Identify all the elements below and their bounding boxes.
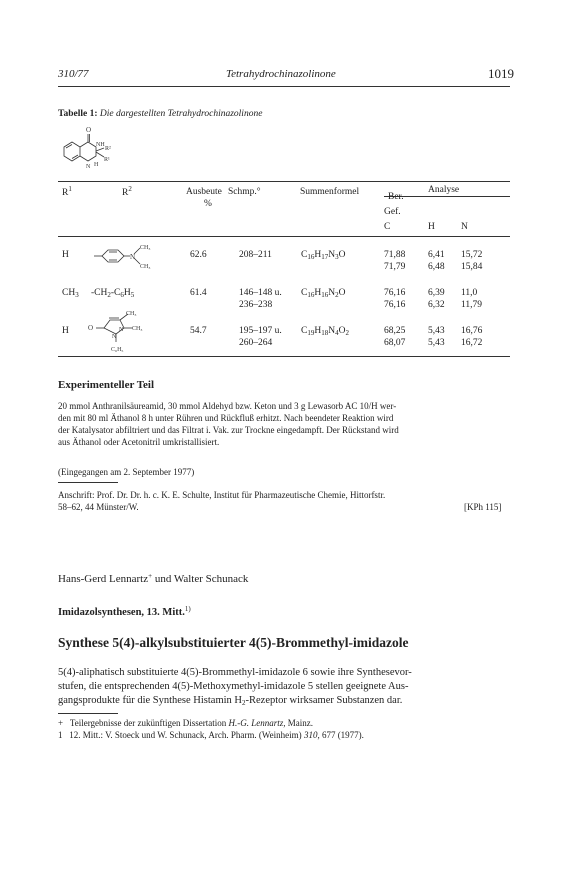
header-rule xyxy=(58,86,510,87)
article-title: Synthese 5(4)-alkylsubstituierter 4(5)-Brommethyl-imidazole xyxy=(58,635,409,650)
col-header-analyse: Analyse xyxy=(428,185,460,195)
row3-schmp-1: 195–197 u. xyxy=(239,326,282,336)
row2-formula: $C_{16}H_{16}N_2O$ xyxy=(301,288,346,299)
svg-text:N: N xyxy=(86,164,91,170)
row3-r1: H xyxy=(62,326,69,336)
row1-r1: H xyxy=(62,250,69,260)
col-header-r1: $R^1$ xyxy=(62,185,72,198)
footnote-rule xyxy=(58,713,118,714)
svg-text:N: N xyxy=(130,253,136,261)
row2-ausbeute: 61.4 xyxy=(190,288,207,298)
article-abstract xyxy=(58,666,528,710)
svg-text:O: O xyxy=(88,324,94,332)
footnote-1: + Teilergebnisse der zukünftigen Dissertation H.-G. Lennartz, Mainz. xyxy=(58,718,314,728)
running-head-left: 310/77 xyxy=(58,68,89,80)
svg-text:CH₃: CH₃ xyxy=(140,245,151,251)
svg-text:R²: R² xyxy=(105,146,111,152)
experimental-line: 20 mmol Anthranilsäureamid, 30 mmol Aldehyd bzw. Keton und 3 g Lewasorb AC 10/H wer- xyxy=(58,401,397,411)
section-title-experimental: Experimenteller Teil xyxy=(58,379,155,391)
row2-r1: $CH_3$ xyxy=(62,288,79,299)
address xyxy=(58,489,518,513)
row3-ausbeute: 54.7 xyxy=(190,326,207,336)
row1-h-ber: 6,41 xyxy=(428,250,445,260)
col-header-schmp: Schmp.° xyxy=(228,187,261,197)
table-bottom-rule xyxy=(58,356,510,357)
quinazolinone-structure xyxy=(58,121,130,171)
table-caption-text: Die dargestellten Tetrahydrochinazolinone xyxy=(99,109,263,119)
svg-text:N: N xyxy=(112,334,117,340)
svg-text:R¹: R¹ xyxy=(104,157,110,163)
row1-n-gef: 15,84 xyxy=(461,262,483,272)
row3-n-gef: 16,72 xyxy=(461,338,483,348)
reference-code: [KPh 115] xyxy=(464,502,502,512)
col-header-ausbeute: Ausbeute xyxy=(186,187,222,197)
row1-schmp: 208–211 xyxy=(239,250,272,260)
address-line: 58–62, 44 Münster/W. xyxy=(58,502,139,512)
svg-text:N: N xyxy=(119,327,124,333)
experimental-line: aus Äthanol oder Acetonitril umkristallisiert. xyxy=(58,437,220,447)
row1-c-gef: 71,79 xyxy=(384,262,406,272)
experimental-paragraph xyxy=(58,400,518,448)
row2-h-ber: 6,39 xyxy=(428,288,445,298)
article-series: Imidazolsynthesen, 13. Mitt.$^{1)}$ xyxy=(58,605,191,618)
svg-text:CH₃: CH₃ xyxy=(132,326,143,332)
col-header-percent: % xyxy=(204,199,212,209)
row2-h-gef: 6,32 xyxy=(428,300,445,310)
svg-text:NH: NH xyxy=(96,142,105,148)
row2-n-ber: 11,0 xyxy=(461,288,478,298)
experimental-line: der Katalysator abfiltriert und das Filtrat i. Vak. zur Trockne eingedampft. Der Rückstand wird xyxy=(58,425,399,435)
row3-c-ber: 68,25 xyxy=(384,326,406,336)
experimental-line: den mit 80 ml Äthanol 8 h unter Rühren und Rückfluß erhitzt. Nach beendeter Reaktion wird xyxy=(58,413,394,423)
running-head-title: Tetrahydrochinazolinone xyxy=(226,68,336,80)
abstract-line: gangsprodukte für die Synthese Histamin $H_2$-Rezeptor wirksamer Substanzen dar. xyxy=(58,695,403,707)
row3-h-gef: 5,43 xyxy=(428,338,445,348)
table-top-rule xyxy=(58,181,510,182)
address-rule xyxy=(58,482,118,483)
row3-c-gef: 68,07 xyxy=(384,338,406,348)
row1-h-gef: 6,48 xyxy=(428,262,445,272)
col-header-n: N xyxy=(461,222,468,232)
row2-schmp-2: 236–238 xyxy=(239,300,273,310)
col-header-gef: Gef. xyxy=(384,207,401,217)
footnote-2: 1 12. Mitt.: V. Stoeck und W. Schunack, Arch. Pharm. (Weinheim) 310, 677 (1977). xyxy=(58,730,364,740)
col-header-h: H xyxy=(428,222,435,232)
col-header-c: C xyxy=(384,222,391,232)
svg-text:H: H xyxy=(94,162,99,168)
page-number: 1019 xyxy=(488,66,514,81)
svg-text:CH₃: CH₃ xyxy=(140,264,151,270)
row3-n-ber: 16,76 xyxy=(461,326,483,336)
row1-ausbeute: 62.6 xyxy=(190,250,207,260)
row2-schmp-1: 146–148 u. xyxy=(239,288,282,298)
row2-r2: $-CH_2-C_6H_5$ xyxy=(91,288,135,299)
received-date: (Eingegangen am 2. September 1977) xyxy=(58,467,195,477)
row2-n-gef: 11,79 xyxy=(461,300,483,310)
row2-c-ber: 76,16 xyxy=(384,288,406,298)
svg-text:C₆H₅: C₆H₅ xyxy=(111,347,124,353)
col-header-summenformel: Summenformel xyxy=(300,187,360,197)
table-caption xyxy=(58,109,262,119)
svg-text:O: O xyxy=(86,126,92,134)
row1-n-ber: 15,72 xyxy=(461,250,483,260)
row1-c-ber: 71,88 xyxy=(384,250,406,260)
row3-r2-structure xyxy=(86,308,158,354)
row1-formula: $C_{16}H_{17}N_3O$ xyxy=(301,250,346,261)
row3-schmp-2: 260–264 xyxy=(239,338,273,348)
abstract-line: stufen, die entsprechenden 4(5)-Methoxymethyl-imidazole 5 stellen geeignete Aus- xyxy=(58,681,409,692)
svg-text:CH₃: CH₃ xyxy=(126,311,137,317)
row1-r2-structure xyxy=(94,240,156,270)
row2-c-gef: 76,16 xyxy=(384,300,406,310)
address-line: Anschrift: Prof. Dr. Dr. h. c. K. E. Schulte, Institut für Pharmazeutische Chemie, Hittorfstr. xyxy=(58,490,386,500)
table-caption-label: Tabelle 1: xyxy=(58,109,98,119)
article-authors: Hans-Gerd Lennartz+ und Walter Schunack xyxy=(58,572,249,585)
row3-formula: $C_{19}H_{18}N_4O_2$ xyxy=(301,326,349,337)
col-header-ber: Ber. xyxy=(388,192,404,202)
col-header-r2: $R^2$ xyxy=(122,185,132,198)
row3-h-ber: 5,43 xyxy=(428,326,445,336)
table-header-rule xyxy=(58,236,510,237)
abstract-line: 5(4)-aliphatisch substituierte 4(5)-Brommethyl-imidazole 6 sowie ihre Synthesevor- xyxy=(58,667,412,678)
